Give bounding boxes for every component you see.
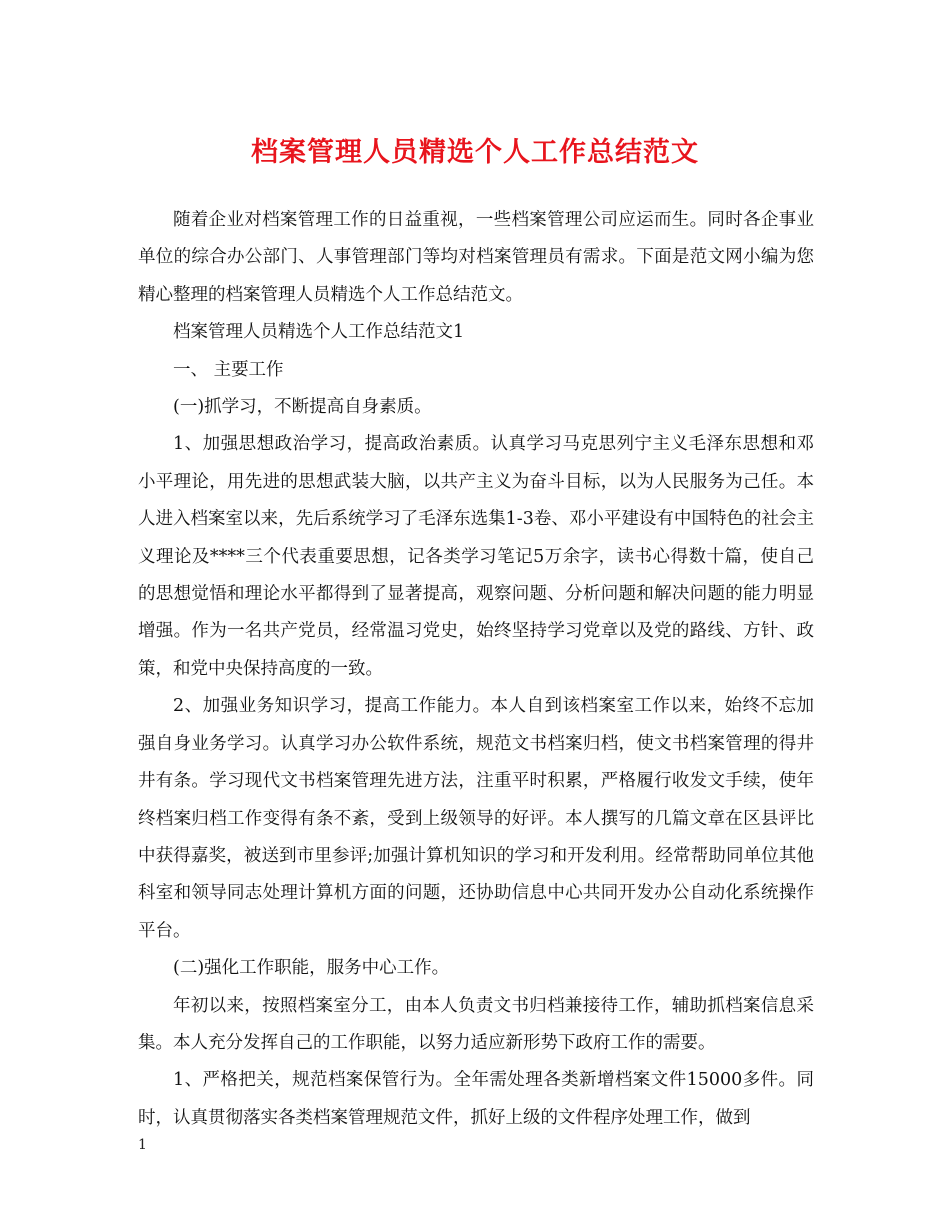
subheading-study: (一)抓学习，不断提高自身素质。	[173, 397, 432, 418]
paragraph-archive-control: 1、严格把关，规范档案保管行为。全年需处理各类新增档案文件15000多件。同时，认真贯彻落实各类档案管理规范文件，抓好上级的文件程序处理工作，做到	[138, 1070, 814, 1128]
paragraph-business-study: 2、加强业务知识学习，提高工作能力。本人自到该档案室工作以来，始终不忘加强自身业务学习。认真学习办公软件系统，规范文书档案归档，使文书档案管理的得井井有条。学习现代文书档案管理先进方法，注重平时积累，严格履行收发文手续，使年终档案归档工作变得有条不紊，受到上级领导的好评。本人撰写的几篇文章在区县评比中获得嘉奖，被送到市里参评;加强计算机知识的学习和开发利用。经常帮助同单位其他科室和领导同志处理计算机方面的问题，还协助信息中心共同开发办公自动化系统操作平台。	[138, 696, 814, 941]
main-work-heading: 一、 主要工作	[173, 359, 284, 380]
intro-paragraph: 随着企业对档案管理工作的日益重视，一些档案管理公司应运而生。同时各企事业单位的综合办公部门、人事管理部门等均对档案管理员有需求。下面是范文网小编为您精心整理的档案管理人员精选个人工作总结范文。	[138, 210, 814, 305]
document-title: 档案管理人员精选个人工作总结范文	[251, 137, 699, 168]
subheading-work-function: (二)强化工作职能，服务中心工作。	[173, 958, 450, 979]
paragraph-political-study: 1、加强思想政治学习，提高政治素质。认真学习马克思列宁主义毛泽东思想和邓小平理论，用先进的思想武装大脑，以共产主义为奋斗目标，以为人民服务为己任。本人进入档案室以来，先后系统学习了毛泽东选集1-3卷、邓小平建设有中国特色的社会主义理论及****三个代表重要思想，记各类学习笔记5万余字，读书心得数十篇，使自己的思想觉悟和理论水平都得到了显著提高，观察问题、分析问题和解决问题的能力明显增强。作为一名共产党员，经常温习党史，始终坚持学习党章以及党的路线、方针、政策，和党中央保持高度的一致。	[138, 434, 814, 679]
document-body	[138, 202, 814, 1137]
page-number: 1	[138, 1137, 147, 1153]
section-heading-1: 档案管理人员精选个人工作总结范文1	[173, 322, 465, 343]
paragraph-division-of-work: 年初以来，按照档案室分工，由本人负责文书归档兼接待工作，辅助抓档案信息采集。本人充分发挥自己的工作职能，以努力适应新形势下政府工作的需要。	[138, 995, 814, 1053]
